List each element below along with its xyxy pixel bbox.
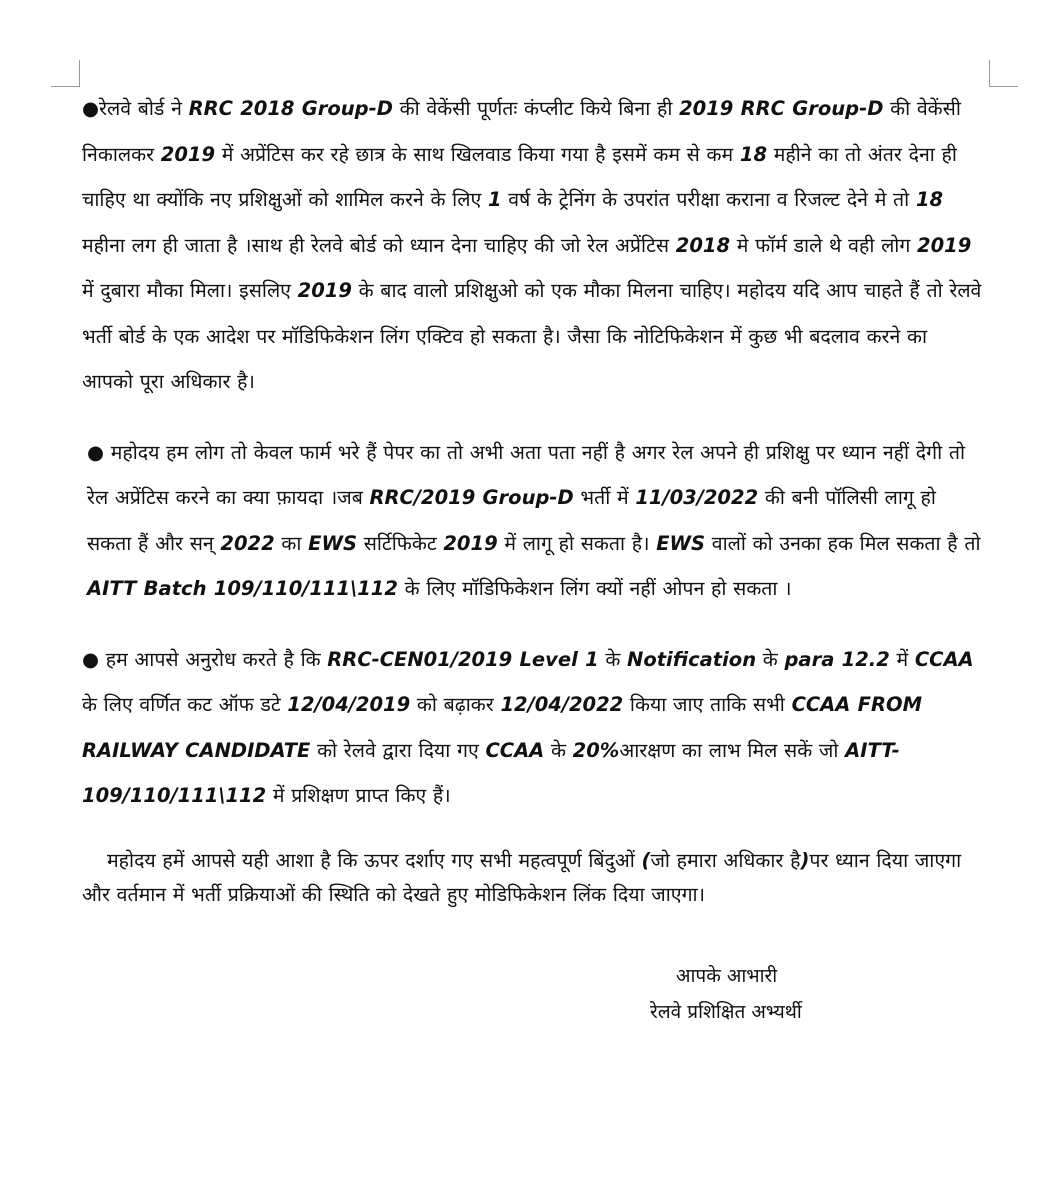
bold-italic-text: 2019 [917, 233, 972, 257]
letter-body [82, 86, 982, 912]
bold-italic-text: 2019 [160, 142, 216, 166]
bold-italic-text: para 12.2 [784, 647, 890, 671]
bold-italic-text: Notification [627, 647, 757, 671]
bold-italic-text: 2018 [675, 233, 731, 257]
bold-italic-text: 2019 RRC Group-D [679, 97, 884, 120]
bold-italic-text: 2019 [297, 279, 352, 302]
bold-italic-text: RRC 2018 Group-D [188, 97, 393, 120]
bold-italic-text: 1 [487, 188, 502, 211]
bold-italic-text: 20% [572, 738, 620, 762]
bold-italic-text: EWS [656, 531, 706, 555]
top-left-margin-mark [51, 60, 80, 87]
bold-italic-text: 2022 [220, 531, 275, 555]
bold-italic-text: 18 [739, 142, 768, 166]
bold-italic-text: RRC-CEN01/2019 Level 1 [327, 647, 599, 671]
bold-italic-text: AITT-109/110/111\112 [82, 738, 900, 807]
bold-italic-text: 11/03/2022 [635, 486, 759, 509]
bold-italic-text: ( [641, 848, 651, 872]
bold-italic-text: CCAA [914, 647, 974, 671]
bold-italic-text: AITT Batch 109/110/111\112 [87, 577, 398, 600]
bold-italic-text: 12/04/2022 [500, 693, 624, 716]
top-right-margin-mark [989, 60, 1018, 87]
bold-italic-text: RRC/2019 Group-D [369, 486, 574, 509]
bold-italic-text: 2019 [443, 531, 498, 555]
bold-italic-text: CCAA [485, 738, 545, 762]
bold-italic-text: CCAA FROM RAILWAY CANDIDATE [82, 693, 922, 762]
paragraph-1: ●रेलवे बोर्ड ने RRC 2018 Group-D की वेकेंसी पूर्णतः कंप्लीट किये बिना ही 2019 RRC Group-D की वेकेंसी निकालकर 2019 में अप्रेंटिस कर रहे छात्र के साथ खिलवाड किया गया है इसमें कम से कम 18 महीने का तो अंतर देना ही चाहिए था क्योंकि नए प्रशिक्षुओं को शामिल करने के लिए 1 वर्ष के ट्रेनिंग के उपरांत परीक्षा कराना व रिजल्ट देने मे तो 18 महीना लग ही जाता है ।साथ ही रेलवे बोर्ड को ध्यान देना चाहिए की जो रेल अप्रेंटिस 2018 मे फॉर्म डाले थे वही लोग 2019 में दुबारा मौका मिला। इसलिए 2019 के बाद वालो प्रशिक्षुओ को एक मौका मिलना चाहिए। महोदय यदि आप चाहते हैं तो रेलवे भर्ती बोर्ड के एक आदेश पर मॉडिफिकेशन लिंग एक्टिव हो सकता है। जैसा कि नोटिफिकेशन में कुछ भी बदलाव करने का आपको पूरा अधिकार है। [82, 97, 982, 393]
bold-italic-text: EWS [308, 531, 357, 555]
signature-closing: आपके आभारी [676, 965, 778, 987]
bold-italic-text: 18 [915, 188, 944, 211]
paragraph-3: ● हम आपसे अनुरोध करते है कि RRC-CEN01/2019 Level 1 के Notification के para 12.2 में CCAA के लिए वर्णित कट ऑफ डटे 12/04/2019 को बढ़ाकर 12/04/2022 किया जाए ताकि सभी CCAA FROM RAILWAY CANDIDATE को रेलवे द्वारा दिया गए CCAA के 20%आरक्षण का लाभ मिल सकें जो AITT-109/110/111\112 में प्रशिक्षण प्राप्त किए हैं। [82, 647, 974, 807]
signature-sender: रेलवे प्रशिक्षित अभ्यर्थी [650, 1001, 802, 1023]
paragraph-2: ● महोदय हम लोग तो केवल फार्म भरे हैं पेपर का तो अभी अता पता नहीं है अगर रेल अपने ही प्रशिक्षु पर ध्यान नहीं देगी तो रेल अप्रेंटिस करने का क्या फ़ायदा ।जब RRC/2019 Group-D भर्ती में 11/03/2022 की बनी पॉलिसी लागू हो सकता हैं और सन् 2022 का EWS सर्टिफिकेट 2019 में लागू हो सकता है। EWS वालों को उनका हक मिल सकता है तो AITT Batch 109/110/111\112 के लिए मॉडिफिकेशन लिंग क्यों नहीं ओपन हो सकता । [87, 440, 981, 600]
paragraph-4: महोदय हमें आपसे यही आशा है कि ऊपर दर्शाए गए सभी महत्वपूर्ण बिंदुओं (जो हमारा अधिकार है)पर ध्यान दिया जाएगा और वर्तमान में भर्ती प्रक्रियाओं की स्थिति को देखते हुए मोडिफिकेशन लिंक दिया जाएगा। [82, 848, 962, 906]
bold-italic-text: 12/04/2019 [287, 693, 411, 716]
bold-italic-text: ) [800, 848, 810, 872]
